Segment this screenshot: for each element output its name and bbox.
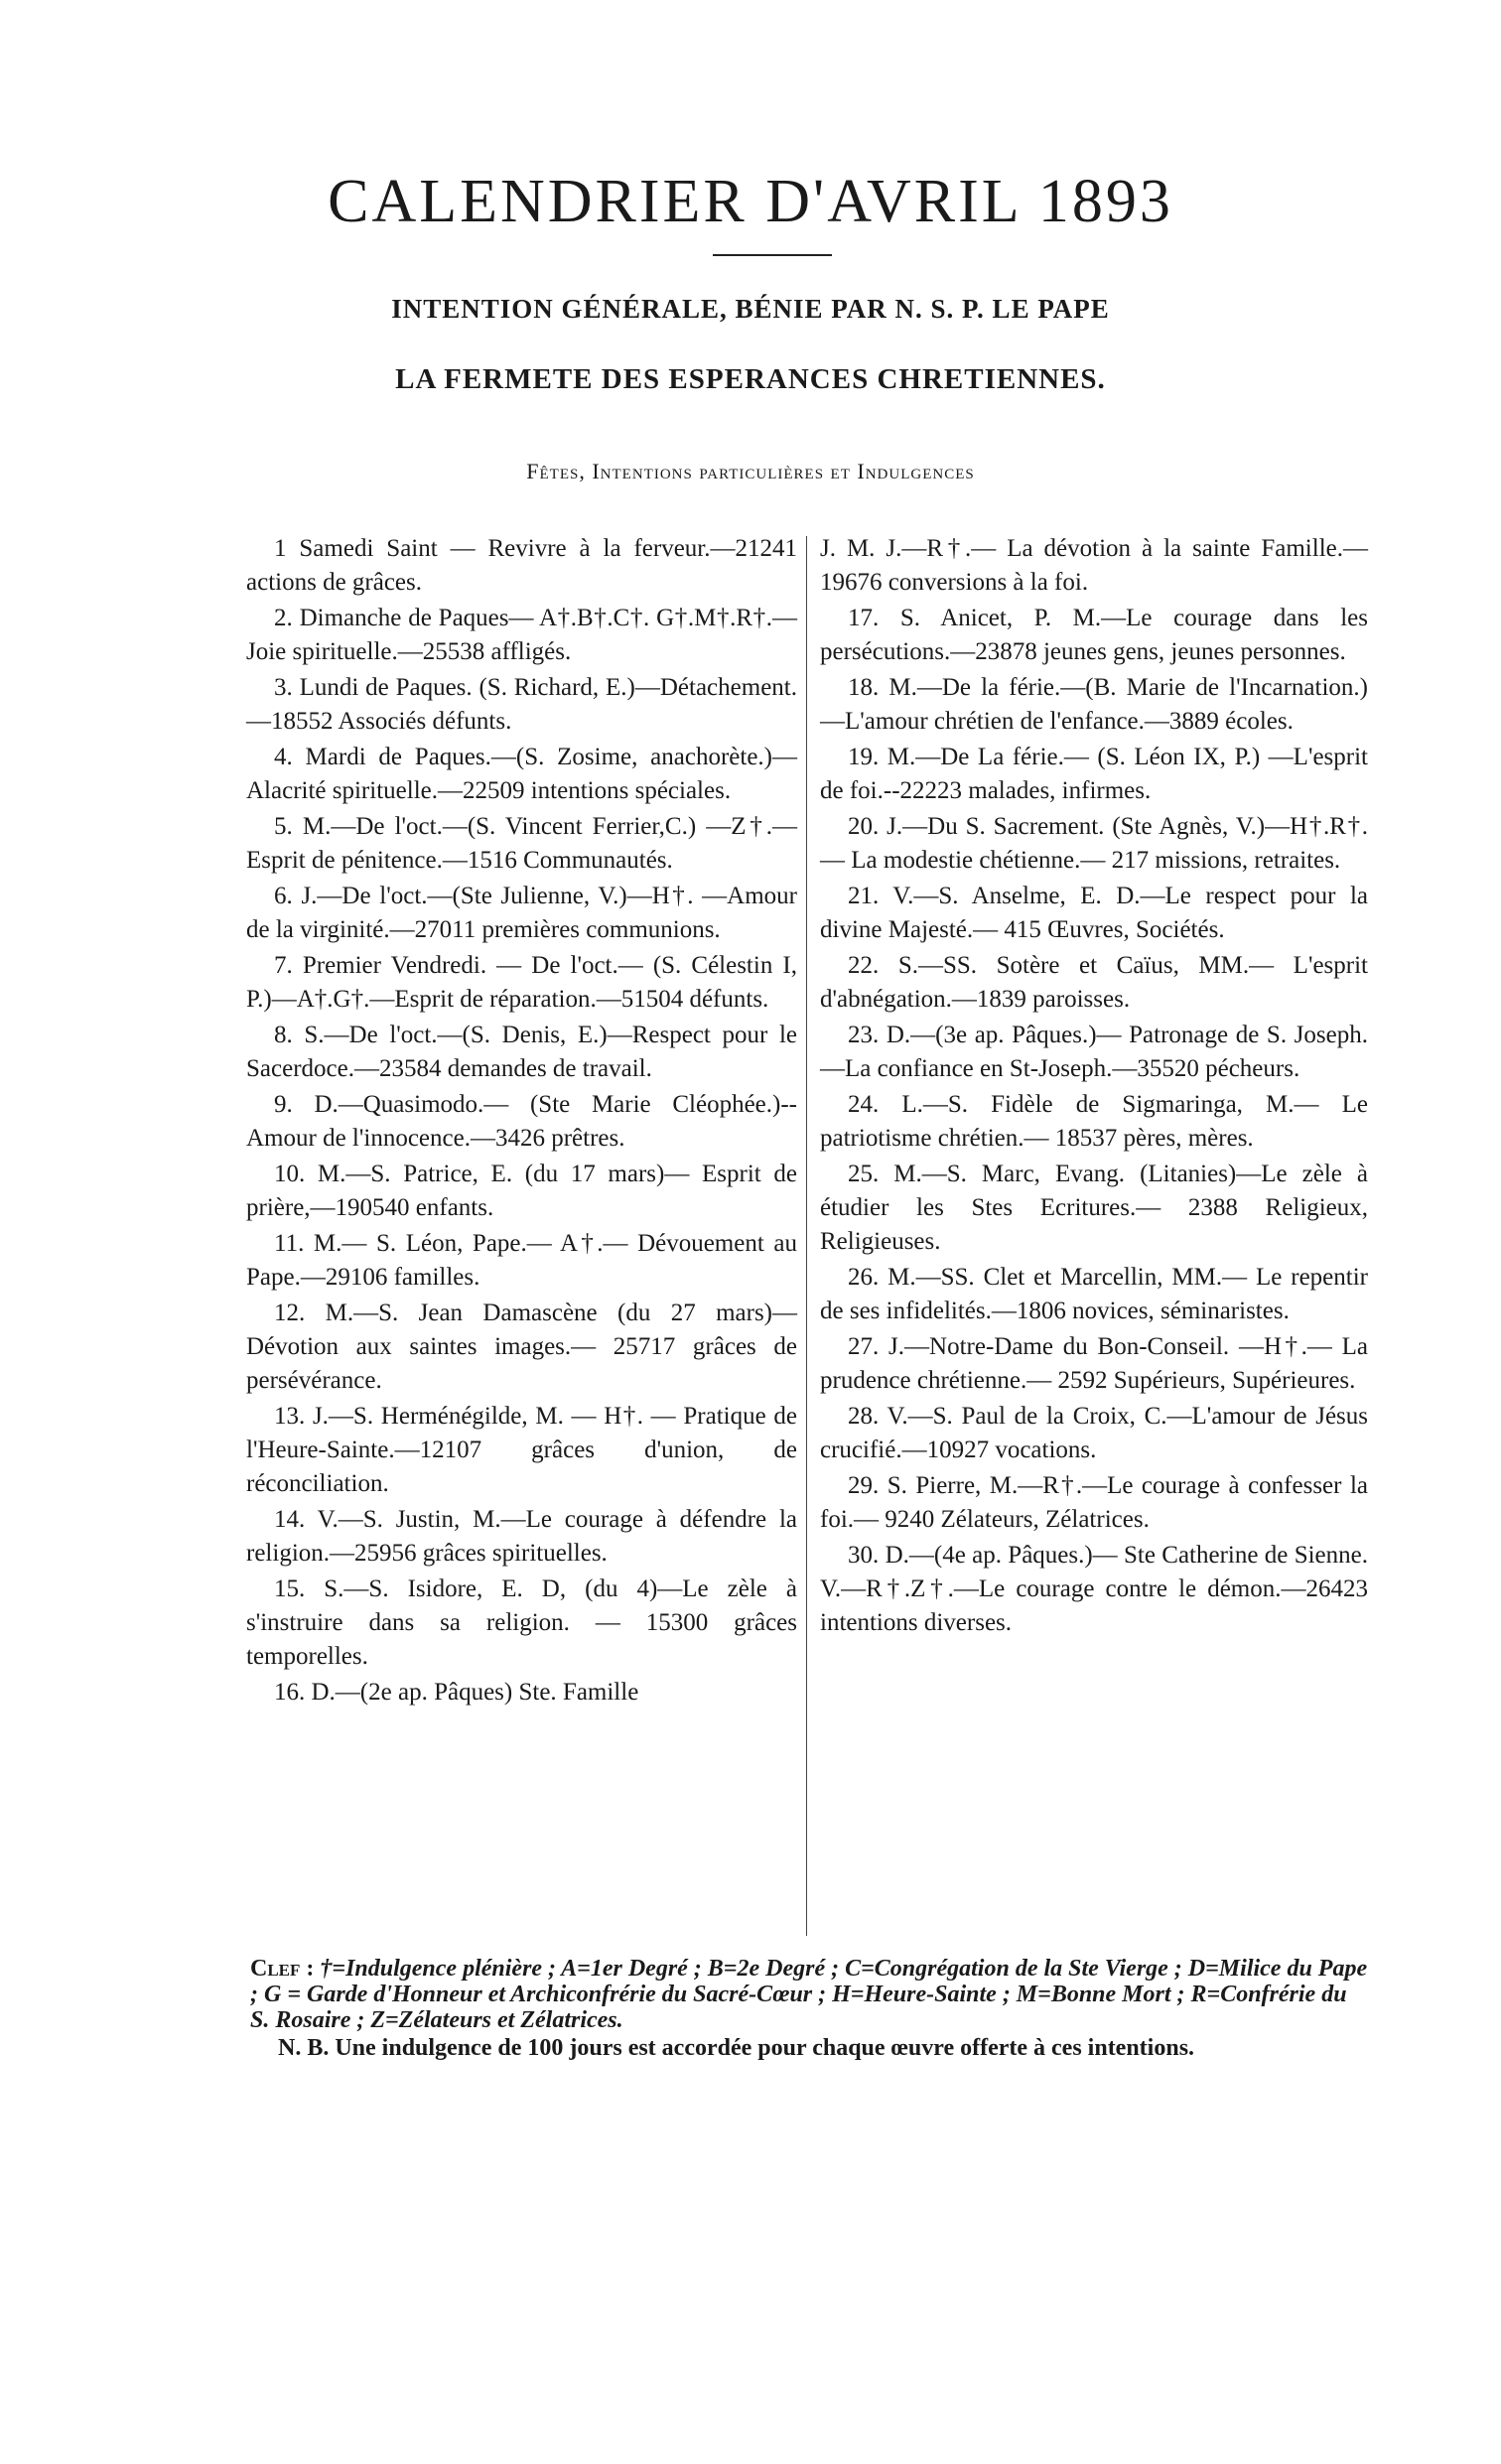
- calendar-entry: 11. M.— S. Léon, Pape.— A†.— Dévouement au Pape.—29106 familles.: [246, 1230, 797, 1291]
- left-column: [246, 532, 797, 1711]
- calendar-entry: 16. D.—(2e ap. Pâques) Ste. Famille: [274, 1679, 639, 1706]
- calendar-entry: 18. M.—De la férie.—(B. Marie de l'Incarnation.)—L'amour chrétien de l'enfance.—3889 écoles.: [820, 674, 1368, 735]
- calendar-entry: 5. M.—De l'oct.—(S. Vincent Ferrier,C.) —Z†.—Esprit de pénitence.—1516 Communautés.: [246, 813, 797, 874]
- calendar-entry: 14. V.—S. Justin, M.—Le courage à défendre la religion.—25956 grâces spirituelles.: [246, 1506, 797, 1567]
- key-text: †=Indulgence plénière ; A=1er Degré ; B=2e Degré ; C=Congrégation de la Ste Vierge ; D=Milice du Pape ; G = Garde d'Honneur et Archiconfrérie du Sacré-Cœur ; H=Heure-Sainte ; M=Bonne Mort ; R=Confrérie du S. Rosaire ; Z=Zélateurs et Zélatrices.: [250, 1956, 1368, 2033]
- key-line: [250, 1956, 1368, 2033]
- column-divider: [806, 536, 807, 1936]
- calendar-entry: 4. Mardi de Paques.—(S. Zosime, anachorète.)—Alacrité spirituelle.—22509 intentions spéciales.: [246, 744, 797, 804]
- calendar-entry: 20. J.—Du S. Sacrement. (Ste Agnès, V.)—H†.R†.— La modestie chétienne.— 217 missions, retraites.: [820, 813, 1368, 874]
- calendar-entry: 17. S. Anicet, P. M.—Le courage dans les persécutions.—23878 jeunes gens, jeunes personnes.: [820, 605, 1368, 665]
- calendar-entry: 25. M.—S. Marc, Evang. (Litanies)—Le zèle à étudier les Stes Ecritures.— 2388 Religieux, Religieuses.: [820, 1161, 1368, 1255]
- calendar-entry: 2. Dimanche de Paques— A†.B†.C†. G†.M†.R†.—Joie spirituelle.—25538 affligés.: [246, 605, 797, 665]
- calendar-entry: 6. J.—De l'oct.—(Ste Julienne, V.)—H†. —Amour de la virginité.—27011 premières communions.: [246, 883, 797, 943]
- calendar-entry: 10. M.—S. Patrice, E. (du 17 mars)— Esprit de prière,—190540 enfants.: [246, 1161, 797, 1221]
- calendar-entry: 27. J.—Notre-Dame du Bon-Conseil. —H†.— La prudence chrétienne.— 2592 Supérieurs, Supérieures.: [820, 1333, 1368, 1394]
- calendar-entry: 21. V.—S. Anselme, E. D.—Le respect pour la divine Majesté.— 415 Œuvres, Sociétés.: [820, 883, 1368, 943]
- calendar-entry: 30. D.—(4e ap. Pâques.)— Ste Catherine de Sienne. V.—R†.Z†.—Le courage contre le démon.—26423 intentions diverses.: [820, 1542, 1368, 1636]
- calendar-entry: 9. D.—Quasimodo.— (Ste Marie Cléophée.)--Amour de l'innocence.—3426 prêtres.: [246, 1091, 797, 1152]
- calendar-entry: 19. M.—De La férie.— (S. Léon IX, P.) —L'esprit de foi.--22223 malades, infirmes.: [820, 744, 1368, 804]
- calendar-entry: 22. S.—SS. Sotère et Caïus, MM.— L'esprit d'abnégation.—1839 paroisses.: [820, 952, 1368, 1013]
- calendar-entry: 26. M.—SS. Clet et Marcellin, MM.— Le repentir de ses infidelités.—1806 novices, séminaristes.: [820, 1264, 1368, 1324]
- section-heading: Fêtes, Intentions particulières et Indulgences: [526, 459, 975, 483]
- indulgence-note: N. B. Une indulgence de 100 jours est accordée pour chaque œuvre offerte à ces intentions.: [278, 2035, 1195, 2061]
- calendar-entry: 23. D.—(3e ap. Pâques.)— Patronage de S. Joseph.—La confiance en St-Joseph.—35520 pécheurs.: [820, 1022, 1368, 1082]
- right-column: [820, 532, 1368, 1642]
- calendar-entry: J. M. J.—R†.— La dévotion à la sainte Famille.—19676 conversions à la foi.: [820, 535, 1368, 596]
- calendar-entry: 8. S.—De l'oct.—(S. Denis, E.)—Respect pour le Sacerdoce.—23584 demandes de travail.: [246, 1022, 797, 1082]
- calendar-entry: 29. S. Pierre, M.—R†.—Le courage à confesser la foi.— 9240 Zélateurs, Zélatrices.: [820, 1472, 1368, 1533]
- key-label: Clef :: [250, 1956, 315, 1982]
- calendar-entry: 24. L.—S. Fidèle de Sigmaringa, M.— Le patriotisme chrétien.— 18537 pères, mères.: [820, 1091, 1368, 1152]
- calendar-entry: 12. M.—S. Jean Damascène (du 27 mars)—Dévotion aux saintes images.— 25717 grâces de persévérance.: [246, 1300, 797, 1394]
- calendar-entry: 15. S.—S. Isidore, E. D, (du 4)—Le zèle à s'instruire dans sa religion. — 15300 grâces temporelles.: [246, 1575, 797, 1670]
- key-legend: [250, 1956, 1368, 2061]
- calendar-entry: 1 Samedi Saint — Revivre à la ferveur.—21241 actions de grâces.: [246, 535, 797, 596]
- calendar-entry: 7. Premier Vendredi. — De l'oct.— (S. Célestin I, P.)—A†.G†.—Esprit de réparation.—51504 défunts.: [246, 952, 797, 1013]
- calendar-entry: 3. Lundi de Paques. (S. Richard, E.)—Détachement.—18552 Associés défunts.: [246, 674, 797, 735]
- calendar-entry: 28. V.—S. Paul de la Croix, C.—L'amour de Jésus crucifié.—10927 vocations.: [820, 1403, 1368, 1463]
- calendar-entry: 13. J.—S. Herménégilde, M. — H†. — Pratique de l'Heure-Sainte.—12107 grâces d'union, de réconciliation.: [246, 1403, 797, 1497]
- page-title: CALENDRIER D'AVRIL 1893: [328, 168, 1173, 235]
- subtitle: INTENTION GÉNÉRALE, BÉNIE PAR N. S. P. LE PAPE: [391, 294, 1110, 324]
- title-rule: [713, 254, 832, 256]
- general-intention: LA FERMETE DES ESPERANCES CHRETIENNES.: [395, 363, 1106, 395]
